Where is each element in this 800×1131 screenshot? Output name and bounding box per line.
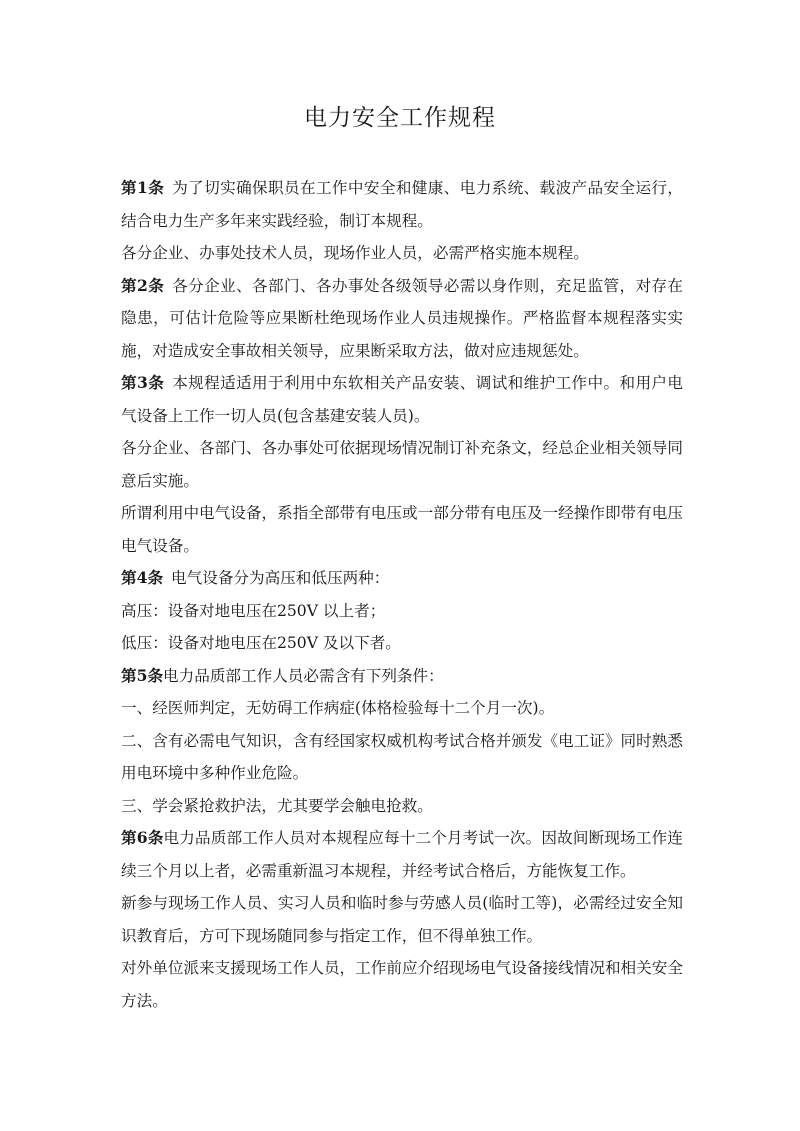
paragraph	[121, 432, 683, 497]
article-6	[121, 822, 683, 887]
paragraph-text: 各分企业、各部门、各办事处可依据现场情况制订补充条文，经总企业相关领导同意后实施。	[121, 439, 683, 490]
paragraph	[121, 627, 683, 660]
article-number: 第1条	[121, 178, 165, 197]
article-number: 第3条	[121, 373, 165, 392]
article-number: 第2条	[121, 275, 165, 295]
article-number: 第6条	[121, 828, 164, 847]
document-body	[121, 172, 683, 1017]
paragraph-text: 低压：设备对地电压在250V 及以下者。	[121, 634, 401, 652]
paragraph-text: 一、经医师判定，无妨碍工作病症(体格检验每十二个月一次)。	[121, 699, 555, 717]
paragraph	[121, 887, 683, 952]
paragraph-text: 新参与现场工作人员、实习人员和临时参与劳感人员(临时工等)，必需经过安全知识教育后，方可下现场随同参与指定工作，但不得单独工作。	[121, 894, 683, 945]
article-number: 第5条	[121, 665, 164, 685]
paragraph	[121, 952, 683, 1017]
paragraph	[121, 595, 683, 628]
document-title: 电力安全工作规程	[304, 105, 496, 131]
article-4	[121, 562, 683, 595]
paragraph	[121, 790, 683, 823]
article-3	[121, 367, 683, 432]
article-number: 第4条	[121, 568, 164, 587]
article-1	[121, 172, 683, 237]
paragraph-text: 电气设备分为高压和低压两种：	[171, 569, 390, 587]
paragraph	[121, 497, 683, 562]
paragraph-text: 各分企业、办事处技术人员，现场作业人员，必需严格实施本规程。	[121, 244, 589, 262]
paragraph-text: 各分企业、各部门、各办事处各级领导必需以身作则，充足监管，对存在隐患，可估计危险等应果断杜绝现场作业人员违规操作。严格监督本规程落实实施，对造成安全事故相关领导，应果断采取方法，做对应违规惩处。	[121, 276, 683, 360]
paragraph-text: 电力品质部工作人员对本规程应每十二个月考试一次。因故间断现场工作连续三个月以上者，必需重新温习本规程，并经考试合格后，方能恢复工作。	[121, 829, 683, 880]
paragraph	[121, 692, 683, 725]
paragraph-text: 所谓利用中电气设备，系指全部带有电压或一部分带有电压及一经操作即带有电压电气设备。	[121, 504, 683, 555]
paragraph-text: 为了切实确保职员在工作中安全和健康、电力系统、载波产品安全运行，结合电力生产多年来实践经验，制订本规程。	[121, 179, 683, 230]
paragraph-text: 本规程适适用于利用中东软相关产品安装、调试和维护工作中。和用户电气设备上工作一切人员(包含基建安装人员)。	[121, 374, 683, 425]
paragraph	[121, 237, 683, 270]
paragraph-text: 对外单位派来支援现场工作人员，工作前应介绍现场电气设备接线情况和相关安全方法。	[121, 959, 683, 1010]
paragraph-text: 三、学会紧抢救护法，尤其要学会触电抢救。	[121, 796, 433, 815]
paragraph-text: 二、含有必需电气知识，含有经国家权威机构考试合格并颁发《电工证》同时熟悉用电环境中多种作业危险。	[121, 731, 683, 782]
article-2	[121, 270, 683, 368]
paragraph-text: 高压：设备对地电压在250V 以上者；	[121, 601, 386, 620]
article-5	[121, 660, 683, 693]
paragraph	[121, 725, 683, 790]
paragraph-text: 电力品质部工作人员必需含有下列条件：	[163, 666, 444, 685]
